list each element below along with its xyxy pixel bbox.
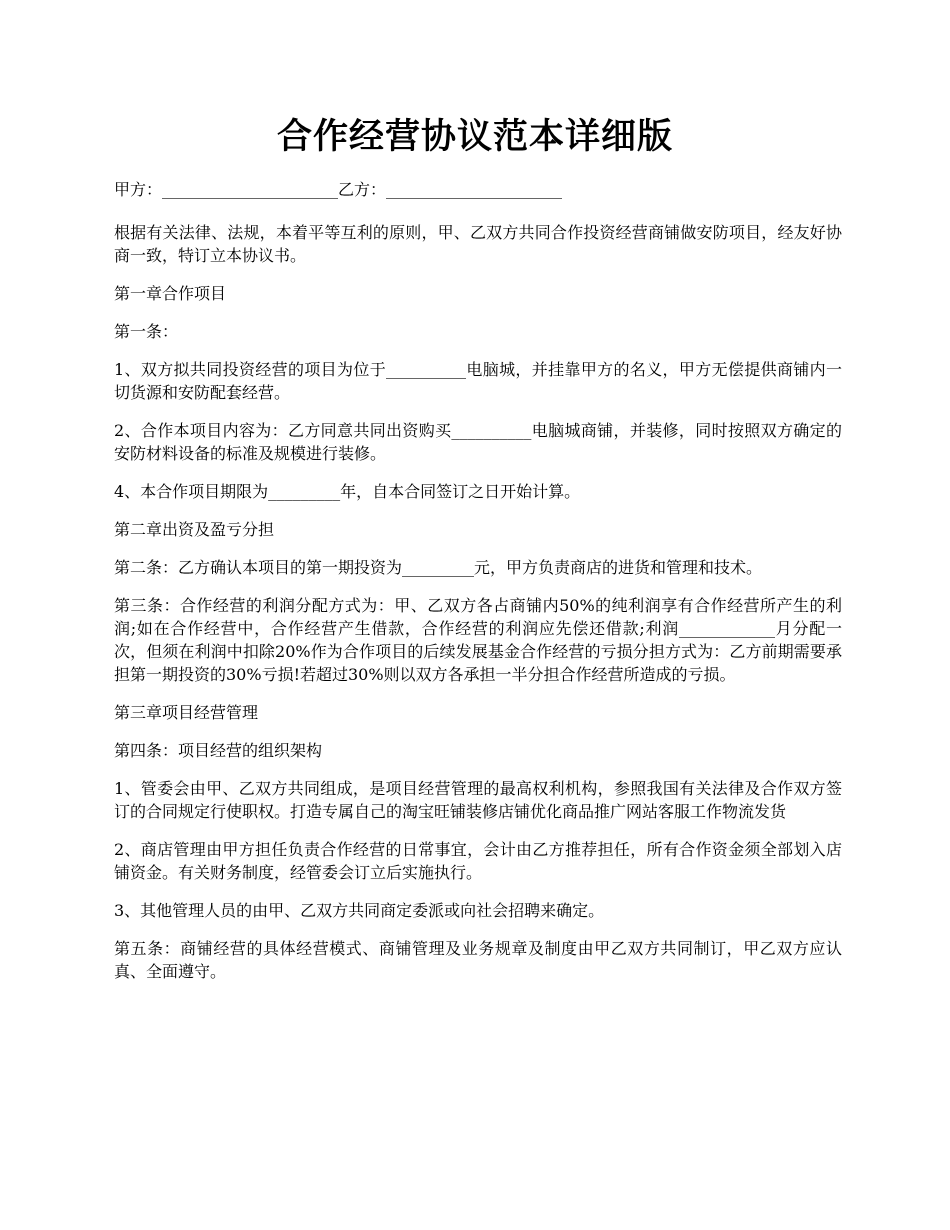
- chapter-heading: 第三章项目经营管理: [114, 703, 259, 722]
- chapter-heading: 第二章出资及盈亏分担: [114, 520, 275, 539]
- chapter-heading: 第一章合作项目: [114, 284, 227, 303]
- article-heading: 第四条：项目经营的组织架构: [114, 741, 323, 760]
- clause-paragraph: 2、商店管理由甲方担任负责合作经营的日常事宜，会计由乙方推荐担任，所有合作资金须全部划入店铺资金。有关财务制度，经管委会订立后实施执行。: [114, 840, 842, 882]
- preamble-paragraph: 根据有关法律、法规，本着平等互利的原则，甲、乙双方共同合作投资经营商铺做安防项目，经友好协商一致，特订立本协议书。: [114, 223, 842, 265]
- article-paragraph: 第二条：乙方确认本项目的第一期投资为_________元，甲方负责商店的进货和管理和技术。: [114, 558, 763, 577]
- document-title: 合作经营协议范本详细版: [276, 116, 673, 157]
- article-paragraph: 第三条：合作经营的利润分配方式为：甲、乙双方各占商铺内50%的纯利润享有合作经营所产生的利润;如在合作经营中，合作经营产生借款，合作经营的利润应先偿还借款;利润____________月分配一次，但须在利润中扣除20%作为合作项目的后续发展基金合作经营的亏损分担方式为：乙方前期需要承担第一期投资的30%亏损!若超过30%则以双方各承担一半分担合作经营所造成的亏损。: [114, 596, 842, 684]
- parties-line: 甲方：______________________乙方：______________________: [114, 180, 563, 199]
- article-heading: 第一条：: [114, 322, 179, 341]
- clause-paragraph: 1、管委会由甲、乙双方共同组成，是项目经营管理的最高权利机构，参照我国有关法律及合作双方签订的合同规定行使职权。打造专属自己的淘宝旺铺装修店铺优化商品推广网站客服工作物流发货: [114, 779, 842, 821]
- clause-paragraph: 3、其他管理人员的由甲、乙双方共同商定委派或向社会招聘来确定。: [114, 901, 605, 920]
- article-paragraph: 第五条：商铺经营的具体经营模式、商铺管理及业务规章及制度由甲乙双方共同制订，甲乙双方应认真、全面遵守。: [114, 939, 842, 981]
- clause-paragraph: 4、本合作项目期限为_________年，自本合同签订之日开始计算。: [114, 482, 581, 501]
- document-body: [114, 178, 842, 998]
- clause-paragraph: 2、合作本项目内容为：乙方同意共同出资购买__________电脑城商铺，并装修，同时按照双方确定的安防材料设备的标准及规模进行装修。: [114, 421, 842, 463]
- clause-paragraph: 1、双方拟共同投资经营的项目为位于__________电脑城，并挂靠甲方的名义，甲方无偿提供商铺内一切货源和安防配套经营。: [114, 360, 842, 402]
